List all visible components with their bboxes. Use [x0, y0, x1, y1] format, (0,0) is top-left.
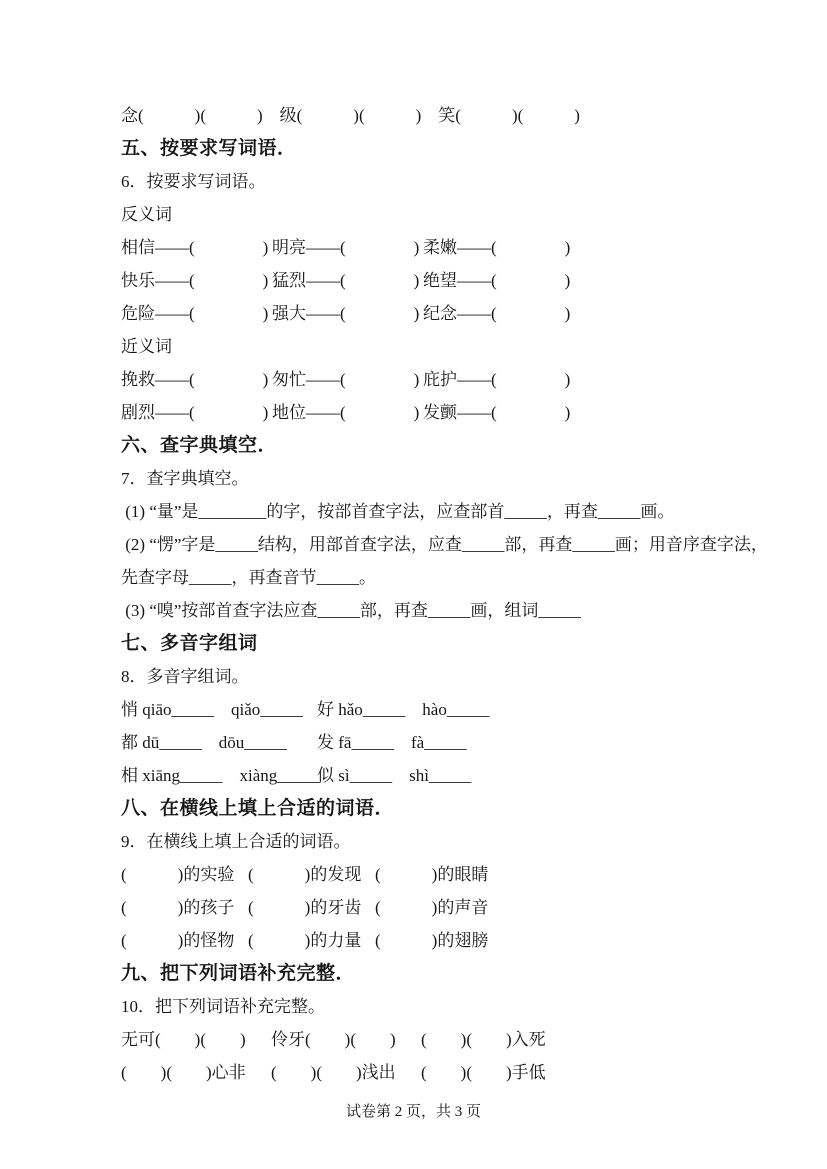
phrase-item: ( )的眼睛	[375, 865, 489, 884]
section-5-heading: 五、按要求写词语．	[121, 138, 297, 159]
polyphone-item: 发 fā_____ fà_____	[317, 733, 467, 752]
antonym-item: 绝望——( )	[423, 271, 571, 290]
section-6-heading: 六、查字典填空．	[121, 435, 278, 456]
synonym-item: 地位——( )	[272, 403, 420, 422]
phrase-item: ( )的翅膀	[375, 931, 489, 950]
dictionary-item-2: (2) “愣”字是_____结构，用部首查字法，应查_____部，再查_____画；用音序查字法，	[121, 535, 768, 554]
antonym-row-3	[121, 297, 772, 330]
page-footer: 试卷第 2 页，共 3 页	[345, 1104, 481, 1120]
synonym-row-1	[121, 363, 772, 396]
antonym-row-2	[121, 264, 772, 297]
word-blank-row-nian-ji-xiao: 念( )( ) 级( )( ) 笑( )( )	[121, 106, 580, 125]
synonym-item: 庇护——( )	[423, 370, 571, 389]
section-8-heading: 八、在横线上填上合适的词语．	[121, 798, 395, 819]
idiom-item: ( )( )入死	[421, 1030, 546, 1049]
idiom-item: ( )( )心非	[121, 1063, 246, 1082]
antonym-item: 强大——( )	[272, 304, 420, 323]
synonym-item: 匆忙——( )	[272, 370, 420, 389]
idiom-item: ( )( )手低	[421, 1063, 546, 1082]
polyphone-row-1	[121, 693, 772, 726]
phrase-row-3	[121, 924, 772, 957]
phrase-row-2	[121, 891, 772, 924]
polyphone-item: 似 sì_____ shì_____	[317, 766, 472, 785]
phrase-item: ( )的声音	[375, 898, 489, 917]
exam-content	[121, 99, 772, 1089]
polyphone-row-3	[121, 759, 772, 792]
idiom-item: 无可( )( )	[121, 1030, 246, 1049]
phrase-item: ( )的实验	[121, 865, 235, 884]
section-7-heading: 七、多音字组词	[121, 633, 258, 654]
idiom-row-1	[121, 1023, 772, 1056]
synonym-label: 近义词	[121, 337, 172, 356]
antonym-row-1	[121, 231, 772, 264]
dictionary-item-2-cont: 先查字母_____，再查音节_____。	[121, 568, 376, 587]
synonym-item: 挽救——( )	[121, 370, 269, 389]
polyphone-item: 都 dū_____ dōu_____	[121, 733, 287, 752]
antonym-item: 纪念——( )	[423, 304, 571, 323]
idiom-item: 伶牙( )( )	[271, 1030, 396, 1049]
polyphone-row-2	[121, 726, 772, 759]
phrase-item: ( )的力量	[248, 931, 362, 950]
antonym-item: 柔嫩——( )	[423, 238, 571, 257]
phrase-row-1	[121, 858, 772, 891]
section-9-heading: 九、把下列词语补充完整．	[121, 963, 356, 984]
phrase-item: ( )的怪物	[121, 931, 235, 950]
antonym-item: 快乐——( )	[121, 271, 269, 290]
antonym-item: 明亮——( )	[272, 238, 420, 257]
dictionary-item-1: (1) “量”是________的字，按部首查字法，应查部首_____，再查_____画。	[121, 502, 675, 521]
polyphone-item: 悄 qiāo_____ qiǎo_____	[121, 700, 303, 719]
phrase-item: ( )的发现	[248, 865, 362, 884]
question-10-label: 10．把下列词语补充完整。	[121, 997, 325, 1016]
phrase-item: ( )的牙齿	[248, 898, 362, 917]
question-7-label: 7．查字典填空。	[121, 469, 249, 488]
synonym-row-2	[121, 396, 772, 429]
question-9-label: 9．在横线上填上合适的词语。	[121, 832, 351, 851]
synonym-item: 剧烈——( )	[121, 403, 269, 422]
polyphone-item: 好 hǎo_____ hào_____	[317, 700, 490, 719]
polyphone-item: 相 xiāng_____ xiàng_____	[121, 766, 320, 785]
antonym-label: 反义词	[121, 205, 172, 224]
synonym-item: 发颤——( )	[423, 403, 571, 422]
antonym-item: 危险——( )	[121, 304, 269, 323]
idiom-item: ( )( )浅出	[271, 1063, 396, 1082]
phrase-item: ( )的孩子	[121, 898, 235, 917]
antonym-item: 相信——( )	[121, 238, 269, 257]
idiom-row-2	[121, 1056, 772, 1089]
dictionary-item-3: (3) “嗅”按部首查字法应查_____部，再查_____画，组词_____	[121, 601, 581, 620]
question-6-label: 6．按要求写词语。	[121, 172, 266, 191]
antonym-item: 猛烈——( )	[272, 271, 420, 290]
question-8-label: 8．多音字组词。	[121, 667, 249, 686]
